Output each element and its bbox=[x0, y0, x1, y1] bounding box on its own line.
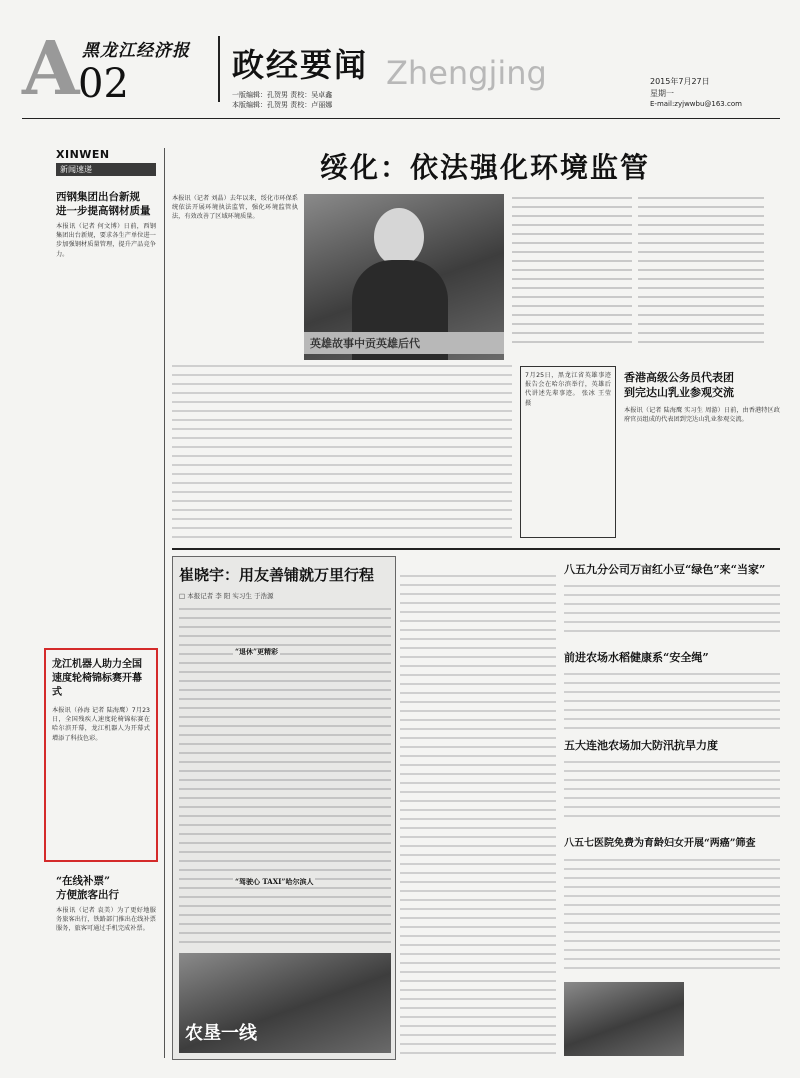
feature-block bbox=[172, 556, 396, 1060]
section-pinyin: Zhengjing bbox=[386, 54, 547, 92]
feature-photo bbox=[179, 953, 391, 1053]
article-body bbox=[564, 758, 780, 822]
masthead-rule bbox=[22, 118, 780, 119]
headline: 八五九分公司万亩红小豆“绿色”来“当家” bbox=[564, 563, 766, 576]
editor-line-1: 一版编辑：孔贺男 责校：吴卓鑫 bbox=[232, 91, 333, 99]
main-photo bbox=[304, 194, 504, 360]
editor-line-2: 本版编辑：孔贺男 责校：卢丽娜 bbox=[232, 101, 333, 109]
article-lead: 本报讯（记者 陆海鹰 实习生 周游）日前，由香港特区政府官员组成的代表团到完达山乳业参观交流。 bbox=[624, 407, 780, 424]
paper-name: 黑龙江经济报 bbox=[82, 41, 190, 61]
main-headline: 绥化：依法强化环境监管 bbox=[320, 151, 651, 184]
headline: 五大连池农场加大防汛抗旱力度 bbox=[564, 739, 718, 752]
sidebar-article-3 bbox=[56, 874, 156, 1060]
main-continued bbox=[172, 362, 512, 538]
feature-subhead: “退休”更精彩 bbox=[235, 647, 279, 656]
main-lead: 本报讯（记者 刘晶）去年以来，绥化市环保系统依法开展环境执法监管，强化环境监管执法，有效改善了区域环境质量。 bbox=[172, 195, 298, 221]
column-divider bbox=[164, 148, 165, 1058]
headline: 方便旅客出行 bbox=[56, 889, 119, 901]
main-body bbox=[172, 194, 764, 354]
section-title: 政经要闻 bbox=[232, 46, 369, 84]
feature-title: 崔晓宇：用友善铺就万里行程 bbox=[179, 566, 375, 584]
masthead bbox=[0, 0, 800, 112]
photo-banner: 英雄故事中贡英雄后代 bbox=[304, 332, 504, 354]
article-lead: 本报讯（记者 何文博）日前，西钢集团出台新规，要求各生产单位进一步加强钢材质量管理，提升产品竞争力。 bbox=[56, 223, 156, 258]
article-lead: 本报讯（记者 袁美）为了更好地服务旅客出行，铁路部门推出在线补票服务，旅客可通过手机完成补票。 bbox=[56, 907, 156, 933]
headline: 八五七医院免费为育龄妇女开展“两癌”筛查 bbox=[564, 838, 756, 849]
headline: 西钢集团出台新规 bbox=[56, 191, 140, 203]
headline: 龙江机器人助力全国 bbox=[52, 659, 142, 670]
feature-subhead: “驾驶心 TAXI”哈尔滨人 bbox=[235, 877, 314, 886]
sidebar-section-cn: 新闻速递 bbox=[56, 163, 156, 176]
main-column-2 bbox=[512, 194, 632, 350]
contact-email: E-mail:zyjwwbu@163.com bbox=[650, 100, 742, 108]
article-body bbox=[564, 582, 780, 632]
feature-column-2 bbox=[400, 572, 556, 1058]
headline: “在线补票” bbox=[56, 875, 111, 887]
right-article-3 bbox=[564, 738, 780, 828]
right-article-1 bbox=[624, 370, 780, 540]
sidebar-article-2-box bbox=[44, 648, 158, 862]
photo-person-head bbox=[374, 208, 424, 266]
right-article-4 bbox=[564, 836, 780, 1058]
headline: 速度轮椅锦标赛开幕式 bbox=[52, 673, 142, 698]
page-number: 02 bbox=[78, 61, 129, 107]
headline: 到完达山乳业参观交流 bbox=[624, 386, 734, 399]
photo-caption: 7月25日，黑龙江省英雄事迹报告会在哈尔滨举行，英雄后代讲述先辈事迹。 张冰 王莹 摄 bbox=[525, 372, 611, 407]
sidebar-article-1 bbox=[56, 190, 156, 562]
article-photo bbox=[564, 982, 684, 1056]
main-column-3 bbox=[638, 194, 764, 350]
page-letter: A bbox=[22, 26, 80, 112]
issue-weekday: 星期一 bbox=[650, 89, 674, 98]
article-body bbox=[564, 856, 780, 976]
article-body bbox=[564, 670, 780, 730]
right-article-5 bbox=[564, 562, 780, 622]
section-rule bbox=[172, 548, 780, 550]
masthead-divider bbox=[218, 36, 220, 102]
feature-photo-label: 农垦一线 bbox=[185, 1023, 257, 1044]
issue-date: 2015年7月27日 bbox=[650, 77, 710, 86]
article-lead: 本报讯（孙海 记者 陆海鹰）7月23日，全国残疾人速度轮椅锦标赛在哈尔滨开幕，龙江机器人为开幕式增添了科技色彩。 bbox=[52, 707, 150, 742]
headline: 前进农场水稻健康系“安全绳” bbox=[564, 651, 709, 664]
sidebar-section-en: XINWEN bbox=[56, 148, 110, 161]
feature-body-1 bbox=[179, 605, 391, 945]
headline: 进一步提高钢材质量 bbox=[56, 205, 151, 217]
feature-byline: □ 本报记者 李 阳 实习生 于浩源 bbox=[179, 592, 274, 600]
headline: 香港高级公务员代表团 bbox=[624, 371, 734, 384]
photo-caption-box bbox=[520, 366, 616, 538]
right-article-2 bbox=[564, 650, 780, 736]
